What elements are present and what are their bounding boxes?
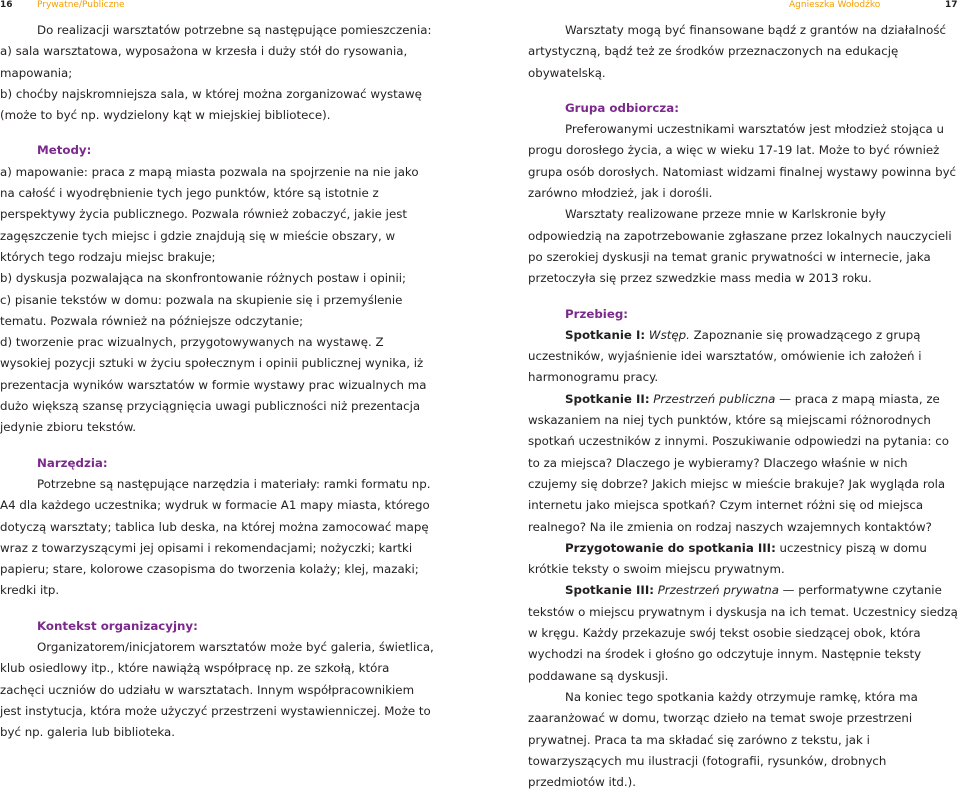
meeting-2-text: — praca z mapą miasta, ze wskazaniem na niej tych punktów, które są miejscami różnorodnych spotkań uczestników z innymi. Poszukiwanie odpowiedzi na pytania: co to za miejsca? Dlaczego je wybieramy? Dlaczego właśnie w nich czujemy się dobrze? Jakich miejsc w mieście brakuje? Jak wygląda rola internetu jako miejsca spotkań? Czym internet różni się od miejsca realnego? Na ile zmienia on rodzaj naszych wzajemnych kontaktów? (528, 391, 949, 534)
context-heading: Kontekst organizacyjny: (37, 618, 198, 633)
methods-item-c: c) pisanie tekstów w domu: pozwala na skupienie się i przemyślenie tematu. Pozwala również na późniejsze odczytanie; (0, 292, 403, 328)
meeting-1 (528, 325, 960, 389)
rooms-item-b: b) choćby najskromniejsza sala, w której można zorganizować wystawę (może to być np. wydzielony kąt w miejskiej bibliotece). (0, 86, 422, 123)
meeting-3-final: Na koniec tego spotkania każdy otrzymuje ramkę, która ma zaaranżować w domu, tworząc dzieło na temat swoje przestrzeni prywatnej. Praca ta ma składać się zarówno z tekstu, jak i towarzyszących mu ilustracji (fotografii, rysunków, drobnych przedmiotów itd.). (528, 689, 918, 790)
page-number-right: 17 (945, 0, 958, 10)
meeting-1-label: Spotkanie I: (565, 327, 646, 342)
methods-item-d: d) tworzenie prac wizualnych, przygotowywanych na wystawę. Z wysokiej pozycji sztuki w życiu społecznym i opinii publicznej wynika, iż prezentacja wyników warsztatów w formie wystawy prac wizualnych ma dużo większą szansę przyciągnięcia uwagi publiczności niż prezentacja jedynie zbioru tekstów. (0, 335, 427, 435)
meeting-1-text: Zapoznanie się prowadzącego z grupą uczestników, wyjaśnienie idei warsztatów, omówienie ich założeń i harmonogramu pracy. (528, 327, 922, 385)
meeting-3-prep-text: uczestnicy piszą w domu krótkie teksty o swoim miejscu prywatnym. (528, 540, 927, 577)
audience-text-1: Preferowanymi uczestnikami warsztatów jest młodzież stojąca u progu dorosłego życia, a więc w wieku 17-19 lat. Może to być również grupa osób dorosłych. Natomiast widzami finalnej wystawy powinna być zarówno młodzież, jak i dorośli. (528, 122, 957, 201)
context-text: Organizatorem/inicjatorem warsztatów może być galeria, świetlica, klub osiedlowy itp., które nawiążą współpracę np. ze szkołą, która zachęci uczniów do udziału w warsztatach. Innym współpracownikiem jest instytucja, która może użyczyć przestrzeni wystawienniczej. Może to być np. galeria lub biblioteka. (0, 640, 434, 740)
course-heading: Przebieg: (565, 306, 628, 321)
meeting-1-title: Wstęp. (648, 327, 690, 342)
rooms-intro: Do realizacji warsztatów potrzebne są następujące pomieszczenia: (37, 23, 432, 37)
audience-text-2: Warsztaty realizowane przeze mnie w Karlskronie były odpowiedzią na zapotrzebowanie zgłaszane przez lokalnych nauczycieli po szerokiej dyskusji na temat granic prywatności w internecie, jaka przetoczyła się przez szwedzkie mass media w 2013 roku. (528, 207, 952, 286)
left-page-column (0, 20, 437, 744)
author-name: Agnieszka Wołodźko (789, 0, 881, 10)
right-page-column (528, 20, 960, 793)
methods-item-a: a) mapowanie: praca z mapą miasta pozwala na spojrzenie na nie jako na całość i wyodrębnienie tych jego punktów, które są istotnie z perspektywy życia publicznego. Pozwala również zobaczyć, jakie jest zagęszczenie tych miejsc i gdzie znajdują się w mieście obszary, w których tego rodzaju miejsc brakuje; (0, 164, 419, 264)
meeting-3-prep-label: Przygotowanie do spotkania III: (565, 540, 776, 555)
tools-text: Potrzebne są następujące narzędzia i materiały: ramki formatu np. A4 dla każdego uczestnika; wydruk w formacie A1 mapy miasta, którego dotyczą warsztaty; tablica lub deska, na której można zamocować mapę wraz z towarzyszącymi jej opisami i rekomendacjami; nożyczki; kartki papieru; stare, kolorowe czasopisma do tworzenia kolaży; klej, mazaki; kredki itp. (0, 476, 431, 598)
page-number-left: 16 (0, 0, 13, 10)
meeting-2 (528, 389, 960, 538)
audience-heading: Grupa odbiorcza: (565, 100, 679, 115)
meeting-3-label: Spotkanie III: (565, 583, 654, 598)
meeting-2-label: Spotkanie II: (565, 391, 650, 406)
methods-item-b: b) dyskusja pozwalająca na skonfrontowanie różnych postaw i opinii; (0, 271, 406, 286)
meeting-2-title: Przestrzeń publiczna (653, 391, 776, 406)
rooms-item-a: a) sala warsztatowa, wyposażona w krzesła i duży stół do rysowania, mapowania; (0, 44, 408, 80)
meeting-3 (528, 580, 960, 686)
meeting-3-title: Przestrzeń prywatna (657, 583, 779, 598)
tools-heading: Narzędzia: (37, 455, 108, 470)
meeting-3-text: — performatywne czytanie tekstów o miejscu prywatnym i dyskusja na ich temat. Uczestnicy siedzą w kręgu. Każdy przekazuje swój tekst osobie siedzącej obok, która wychodzi na środek i głośno go odczytuje innym. Następnie teksty poddawane są dyskusji. (528, 583, 958, 683)
running-title: Prywatne/Publiczne (37, 0, 125, 10)
methods-heading: Metody: (37, 143, 92, 158)
meeting-3-prep (528, 538, 960, 581)
funding-text: Warsztaty mogą być finansowane bądź z grantów na działalność artystyczną, bądź też ze środków przeznaczonych na edukację obywatelską. (528, 23, 946, 80)
